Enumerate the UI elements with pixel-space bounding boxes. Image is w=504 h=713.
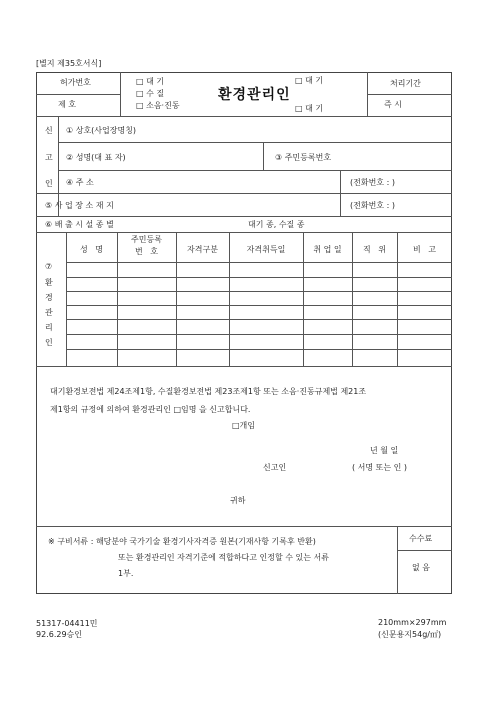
form-frame xyxy=(36,72,452,594)
reporter-label: 신고인 xyxy=(263,463,287,472)
docs-line-1: ※ 구비서류 : 해당분야 국가기술 환경기사자격증 원본(기재사항 기록후 반환) xyxy=(48,537,316,546)
manager-side-label: 리 xyxy=(45,323,53,332)
permit-no-label: 허가번호 xyxy=(60,78,91,87)
divider xyxy=(58,170,452,171)
divider xyxy=(36,526,452,527)
paper-type: (신문용지54g/㎡) xyxy=(378,630,442,639)
declaration-line-1: 대기환경보전법 제24조제1항, 수질환경보전법 제23조제1항 또는 소음·진동규제법 제21조 xyxy=(50,387,367,396)
divider xyxy=(36,94,120,95)
declaration-line-2: 제1항의 규정에 의하여 환경관리인 □임명 을 신고합니다. xyxy=(50,405,251,414)
divider xyxy=(36,366,452,367)
divider xyxy=(66,349,452,350)
check-water[interactable]: □ 수 질 xyxy=(136,89,165,98)
manager-column-header: 주민등록 번 호 xyxy=(131,235,162,256)
manager-side-label: 경 xyxy=(45,293,53,302)
divider xyxy=(367,94,452,95)
divider xyxy=(397,550,452,551)
form-code: 51317-04411민 xyxy=(36,619,98,628)
company-name-field[interactable]: ① 상호(사업장명칭) xyxy=(66,126,137,135)
check-noise[interactable]: □ 소음·진동 xyxy=(136,101,180,110)
form-id: [별지 제35호서식] xyxy=(36,59,102,68)
phone-field-1[interactable]: (전화번호 : ) xyxy=(350,178,395,187)
check-air[interactable]: □ 대 기 xyxy=(136,77,165,86)
divider xyxy=(66,305,452,306)
emission-type-label: ⑥ 배 출 시 설 종 별 xyxy=(45,220,114,229)
divider xyxy=(36,116,452,117)
divider xyxy=(36,193,452,194)
manager-side-label: 관 xyxy=(45,308,53,317)
manager-column-header: 비 고 xyxy=(412,245,437,254)
check-right-1[interactable]: □ 대 기 xyxy=(295,76,324,85)
manager-column-header: 자격취득일 xyxy=(246,245,286,254)
approval-date: 92.6.29승인 xyxy=(36,630,82,639)
addressee-label: 귀하 xyxy=(230,496,246,505)
manager-side-label: 환 xyxy=(45,278,53,287)
divider xyxy=(66,319,452,320)
docs-line-2: 또는 환경관리인 자격기준에 적합하다고 인정할 수 있는 서류 xyxy=(118,553,329,562)
fee-value: 없 음 xyxy=(412,563,430,572)
resident-no-field[interactable]: ③ 주민등록번호 xyxy=(275,153,332,162)
divider xyxy=(36,216,452,217)
manager-column-header: 취 업 일 xyxy=(313,245,342,254)
divider xyxy=(58,142,452,143)
paper-size: 210mm×297mm xyxy=(378,618,447,627)
manager-side-label: ⑦ xyxy=(45,262,53,271)
jeho-label: 제 호 xyxy=(58,100,76,109)
divider xyxy=(66,334,452,335)
fee-label: 수수료 xyxy=(409,534,433,543)
divider xyxy=(397,526,398,594)
manager-column-header: 자격구분 xyxy=(187,245,218,254)
period-label: 처리기간 xyxy=(390,79,421,88)
docs-line-3: 1부. xyxy=(118,569,134,578)
period-value: 즉 시 xyxy=(384,100,402,109)
divider xyxy=(120,72,121,116)
site-address-field[interactable]: ⑤ 사 업 장 소 재 지 xyxy=(45,201,114,210)
sign-field[interactable]: ( 서명 또는 인 ) xyxy=(352,463,408,472)
divider xyxy=(340,170,341,216)
divider xyxy=(66,291,452,292)
divider xyxy=(66,277,452,278)
manager-side-label: 인 xyxy=(45,338,53,347)
manager-column-header: 직 위 xyxy=(362,245,387,254)
emission-values[interactable]: 대기 종, 수질 종 xyxy=(248,220,305,229)
option-replace[interactable]: □개임 xyxy=(232,421,256,430)
check-right-2[interactable]: □ 대 기 xyxy=(295,104,324,113)
manager-column-header: 성 명 xyxy=(79,245,104,254)
applicant-side-1: 신 xyxy=(45,126,53,135)
divider xyxy=(36,232,452,233)
representative-field[interactable]: ② 성명(대 표 자) xyxy=(66,153,126,162)
divider xyxy=(263,142,264,170)
applicant-side-3: 인 xyxy=(45,179,53,188)
address-field[interactable]: ④ 주 소 xyxy=(66,178,94,187)
date-field[interactable]: 년 월 일 xyxy=(370,446,399,455)
applicant-side-2: 고 xyxy=(45,153,53,162)
page-title: 환경관리인 xyxy=(218,87,291,103)
phone-field-2[interactable]: (전화번호 : ) xyxy=(350,201,395,210)
divider xyxy=(66,262,452,263)
